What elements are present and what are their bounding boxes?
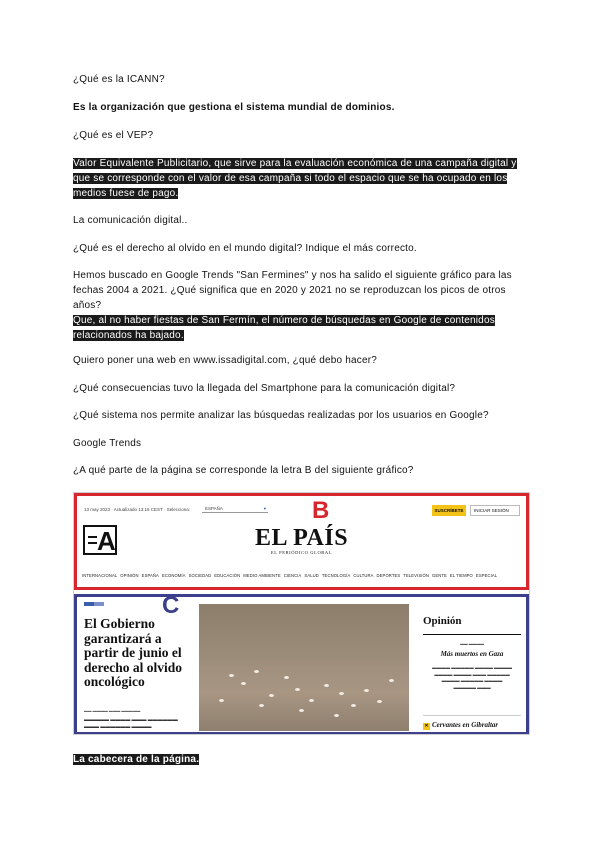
- label-c: C: [162, 592, 180, 619]
- opinion-text-placeholder: ▬▬▬▬ ▬▬▬▬▬ ▬▬▬▬ ▬▬▬▬ ▬▬▬▬ ▬▬▬▬ ▬▬▬ ▬▬▬▬▬ ▬▬▬▬ ▬▬▬▬▬ ▬▬▬▬ ▬▬▬▬▬ ▬▬▬: [432, 665, 512, 690]
- answer-vep: [73, 156, 533, 201]
- elpais-screenshot-figure: [73, 492, 530, 735]
- byline-placeholder: ▬▬ ▬▬▬▬ ▬▬▬ ▬▬▬▬▬: [84, 709, 141, 713]
- nav-item: TECNOLOGÍA: [321, 573, 351, 578]
- answer-letra-b-wrap: [73, 752, 533, 767]
- answer-sistema: Google Trends: [73, 438, 142, 449]
- date-line: 13 may 2023 · Actualizado 13:16 CEST · Selecciona:: [84, 507, 190, 512]
- nav-item: OPINIÓN: [120, 573, 139, 578]
- question-olvido: ¿Qué es el derecho al olvido en el mundo digital? Indique el más correcto.: [73, 243, 417, 254]
- answer-letra-b: La cabecera de la página.: [73, 754, 200, 765]
- question-smartphone: ¿Qué consecuencias tuvo la llegada del Smartphone para la comunicación digital?: [73, 383, 456, 394]
- question-letra-b: ¿A qué parte de la página se corresponde la letra B del siguiente gráfico?: [73, 465, 414, 476]
- nav-item: INTERNACIONAL: [82, 573, 118, 578]
- opinion-second-headline: Cervantes en Gibraltar: [432, 721, 499, 729]
- nav-item: DEPORTES: [376, 573, 401, 578]
- nav-item: TELEVISIÓN: [403, 573, 429, 578]
- nav-item: GENTE: [431, 573, 447, 578]
- subscribe-button: SUSCRÍBETE: [432, 505, 466, 516]
- question-vep: ¿Qué es el VEP?: [73, 130, 154, 141]
- answer-vep-line: medios fuese de pago.: [73, 188, 179, 199]
- opinion-title: Opinión: [423, 615, 462, 627]
- login-button: INICIAR SESIÓN: [470, 505, 520, 516]
- nav-item: SOCIEDAD: [188, 573, 212, 578]
- main-headline: El Gobierno garantizará a partir de junio el derecho al olvido oncológico: [84, 616, 183, 689]
- highlight-box-b: [74, 493, 529, 590]
- opinion-headline: Más muertos en Gaza: [440, 650, 504, 658]
- masthead-logo: EL PAÍS: [254, 525, 349, 551]
- nav-item: CULTURA: [353, 573, 374, 578]
- nav-item: ESPECIAL: [475, 573, 498, 578]
- question-trends: [73, 268, 533, 343]
- nav-item: CIENCIA: [283, 573, 302, 578]
- question-sistema: ¿Qué sistema nos permite analizar las búsquedas realizadas por los usuarios en Google?: [73, 410, 489, 421]
- question-icann: ¿Qué es la ICANN?: [73, 74, 165, 85]
- answer-trends-line: relacionados ha bajado.: [73, 330, 184, 341]
- highlight-box-c: [74, 594, 529, 735]
- question-trends-line: años?: [73, 300, 102, 311]
- nav-item: EL TIEMPO: [449, 573, 473, 578]
- nav-item: EDUCACIÓN: [214, 573, 241, 578]
- answer-trends-line: Que, al no haber fiestas de San Fermín, el número de búsquedas en Google de contenidos: [73, 315, 495, 326]
- question-web: Quiero poner una web en www.issadigital.com, ¿qué debo hacer?: [73, 355, 378, 366]
- nav-item: ECONOMÍA: [161, 573, 186, 578]
- logo-letter: A: [97, 526, 116, 556]
- masthead-tagline: EL PERIÓDICO GLOBAL: [270, 550, 333, 555]
- close-icon: ✕: [424, 724, 429, 729]
- question-trends-line: fechas 2004 a 2021. ¿Qué significa que en 2020 y 2021 no se reproduzcan los picos de otros: [73, 285, 506, 296]
- nav-item: ESPAÑA: [141, 573, 159, 578]
- question-trends-line: Hemos buscado en Google Trends "San Fermines" y nos ha salido el siguiente gráfico para las: [73, 270, 512, 281]
- chevron-down-icon: ▾: [263, 506, 266, 511]
- nav-item: MEDIO AMBIENTE: [243, 573, 281, 578]
- answer-vep-line: que se corresponde con el valor de esa campaña si todo el espacio que se ha ocupado en los: [73, 173, 508, 184]
- summary-placeholder: ▬▬▬▬▬ ▬▬▬▬ ▬▬▬ ▬▬▬▬▬▬ ▬▬▬ ▬▬▬▬▬▬ ▬▬▬▬: [84, 718, 178, 730]
- nav-item: SALUD: [304, 573, 319, 578]
- opinion-author-placeholder: ▬▬ ▬▬▬▬: [460, 642, 484, 646]
- edition-value: ESPAÑA: [205, 506, 223, 511]
- answer-vep-line: Valor Equivalente Publicitario, que sirve para la evaluación económica de una campaña digital y: [73, 158, 517, 169]
- label-b: B: [312, 497, 330, 524]
- digital-communication: La comunicación digital..: [73, 215, 188, 226]
- answer-icann: Es la organización que gestiona el sistema mundial de dominios.: [73, 102, 395, 113]
